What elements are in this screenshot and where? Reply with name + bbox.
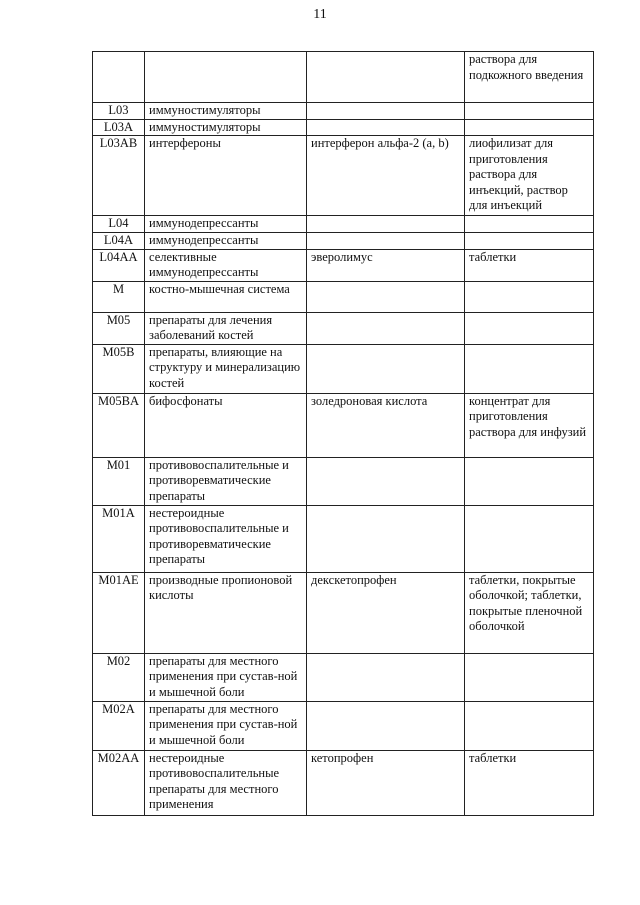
substance-cell xyxy=(307,216,465,233)
table-row xyxy=(93,52,594,103)
table-row xyxy=(93,457,594,505)
group-name-cell: препараты для местного применения при сустав-ной и мышечной боли xyxy=(145,701,307,750)
table-row xyxy=(93,750,594,815)
group-name-cell: иммунодепрессанты xyxy=(145,233,307,250)
substance-cell xyxy=(307,52,465,103)
group-name-cell: интерфероны xyxy=(145,136,307,216)
group-name-cell: препараты для лечения заболеваний костей xyxy=(145,312,307,344)
table-row xyxy=(93,653,594,701)
atc-code-cell: L04A xyxy=(93,233,145,250)
substance-cell xyxy=(307,281,465,312)
dosage-form-cell xyxy=(465,653,594,701)
atc-code-cell: M01 xyxy=(93,457,145,505)
table-row xyxy=(93,136,594,216)
table-row xyxy=(93,312,594,344)
dosage-form-cell xyxy=(465,233,594,250)
atc-code-cell: M01AE xyxy=(93,572,145,653)
substance-cell xyxy=(307,701,465,750)
atc-code-cell: L03AB xyxy=(93,136,145,216)
dosage-form-cell xyxy=(465,281,594,312)
table-row xyxy=(93,233,594,250)
dosage-form-cell: концентрат для приготовления раствора для инфузий xyxy=(465,393,594,457)
atc-code-cell: M05 xyxy=(93,312,145,344)
atc-code-cell: M02AA xyxy=(93,750,145,815)
substance-cell xyxy=(307,505,465,572)
substance-cell xyxy=(307,103,465,120)
atc-code-cell: M01A xyxy=(93,505,145,572)
substance-cell: декскетопрофен xyxy=(307,572,465,653)
page-number: 11 xyxy=(313,7,327,22)
dosage-form-cell xyxy=(465,216,594,233)
table-row xyxy=(93,281,594,312)
dosage-form-cell xyxy=(465,701,594,750)
table-row xyxy=(93,216,594,233)
substance-cell xyxy=(307,233,465,250)
atc-code-cell: L03A xyxy=(93,119,145,136)
table-row xyxy=(93,505,594,572)
substance-cell xyxy=(307,312,465,344)
substance-cell: интерферон альфа-2 (a, b) xyxy=(307,136,465,216)
atc-code-cell: L04AA xyxy=(93,249,145,281)
dosage-form-cell: лиофилизат для приготовления раствора для инъекций, раствор для инъекций xyxy=(465,136,594,216)
group-name-cell: препараты для местного применения при сустав-ной и мышечной боли xyxy=(145,653,307,701)
atc-code-cell: L04 xyxy=(93,216,145,233)
table-row xyxy=(93,344,594,393)
table-body xyxy=(93,52,594,816)
table-row xyxy=(93,119,594,136)
table-row xyxy=(93,249,594,281)
table-row xyxy=(93,572,594,653)
group-name-cell xyxy=(145,52,307,103)
atc-code-cell: L03 xyxy=(93,103,145,120)
substance-cell: кетопрофен xyxy=(307,750,465,815)
dosage-form-cell: таблетки, покрытые оболочкой; таблетки, покрытые пленочной оболочкой xyxy=(465,572,594,653)
table-row xyxy=(93,103,594,120)
substance-cell: эверолимус xyxy=(307,249,465,281)
atc-code-cell: M xyxy=(93,281,145,312)
dosage-form-cell: раствора для подкожного введения xyxy=(465,52,594,103)
substance-cell xyxy=(307,457,465,505)
group-name-cell: бифосфонаты xyxy=(145,393,307,457)
group-name-cell: иммуностимуляторы xyxy=(145,119,307,136)
atc-code-cell xyxy=(93,52,145,103)
substance-cell xyxy=(307,344,465,393)
dosage-form-cell: таблетки xyxy=(465,750,594,815)
substance-cell: золедроновая кислота xyxy=(307,393,465,457)
group-name-cell: производные пропионовой кислоты xyxy=(145,572,307,653)
group-name-cell: нестероидные противовоспалительные и противоревматические препараты xyxy=(145,505,307,572)
dosage-form-cell xyxy=(465,103,594,120)
substance-cell xyxy=(307,119,465,136)
group-name-cell: иммуностимуляторы xyxy=(145,103,307,120)
group-name-cell: нестероидные противовоспалительные препараты для местного применения xyxy=(145,750,307,815)
dosage-form-cell xyxy=(465,312,594,344)
atc-code-cell: M02A xyxy=(93,701,145,750)
group-name-cell: иммунодепрессанты xyxy=(145,216,307,233)
dosage-form-cell xyxy=(465,344,594,393)
dosage-form-cell xyxy=(465,505,594,572)
dosage-form-cell xyxy=(465,119,594,136)
substance-cell xyxy=(307,653,465,701)
group-name-cell: костно-мышечная система xyxy=(145,281,307,312)
atc-code-cell: M05B xyxy=(93,344,145,393)
table-row xyxy=(93,393,594,457)
dosage-form-cell: таблетки xyxy=(465,249,594,281)
drug-table xyxy=(92,51,594,816)
group-name-cell: препараты, влияющие на структуру и минерализацию костей xyxy=(145,344,307,393)
table-row xyxy=(93,701,594,750)
group-name-cell: селективные иммунодепрессанты xyxy=(145,249,307,281)
atc-code-cell: M02 xyxy=(93,653,145,701)
dosage-form-cell xyxy=(465,457,594,505)
group-name-cell: противовоспалительные и противоревматические препараты xyxy=(145,457,307,505)
atc-code-cell: M05BA xyxy=(93,393,145,457)
